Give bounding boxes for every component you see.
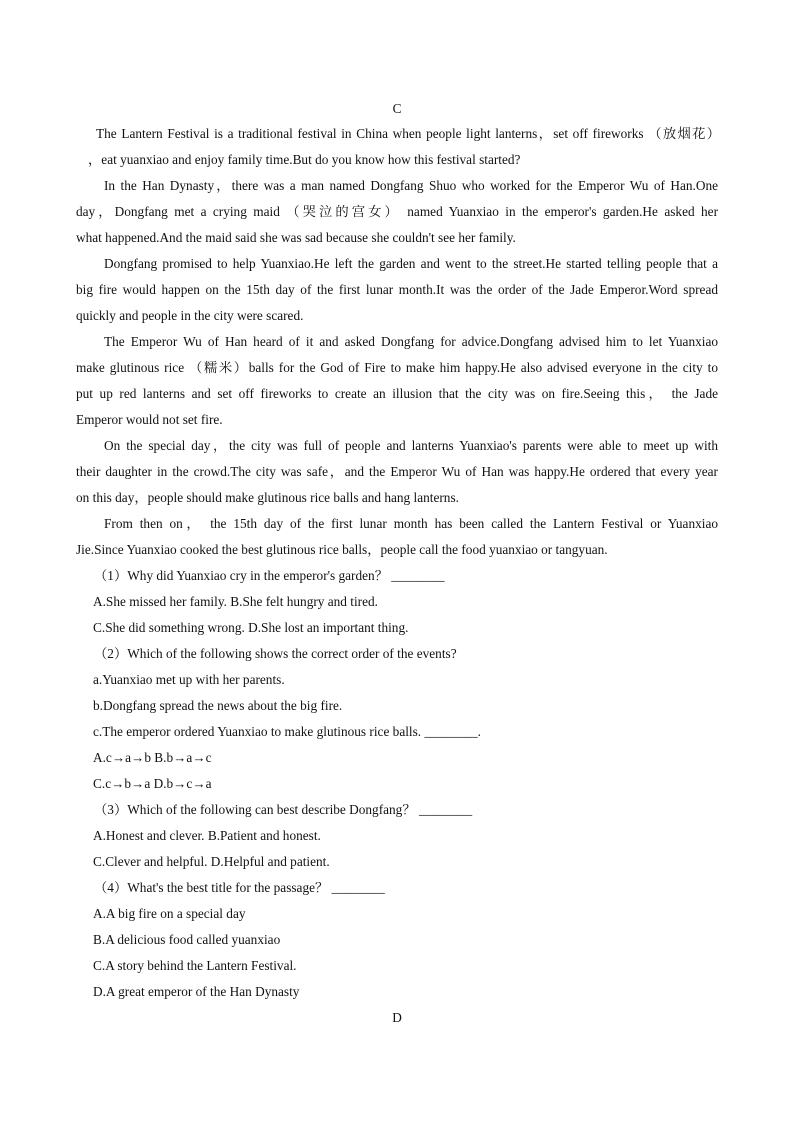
question-3-options: A.Honest and clever. B.Patient and honest. (93, 828, 321, 843)
passage-line: make glutinous rice （糯米）balls for the God of Fire to make him happy.He also advised everyone in the city to (76, 360, 718, 375)
event-a: a.Yuanxiao met up with her parents. (93, 672, 285, 687)
passage-line: big fire would happen on the 15th day of the first lunar month.It was the order of the Jade Emperor.Word spread (76, 282, 718, 297)
question-2-options: A.c→a→b B.b→a→c (93, 750, 212, 765)
passage-line: put up red lanterns and set off fireworks to create an illusion that the city was on fire.Seeing this， the Jade (76, 386, 718, 401)
question-4-option-a: A.A big fire on a special day (93, 906, 246, 921)
question-4-option-c: C.A story behind the Lantern Festival. (93, 958, 297, 973)
event-c: c.The emperor ordered Yuanxiao to make glutinous rice balls. ________. (93, 724, 481, 739)
passage-line: Emperor would not set fire. (76, 412, 223, 427)
question-2-options: C.c→b→a D.b→c→a (93, 776, 212, 791)
passage-line: The Emperor Wu of Han heard of it and asked Dongfang for advice.Dongfang advised him to let Yuanxiao (104, 334, 718, 349)
section-c-heading: C (392, 101, 402, 116)
passage-line: day，Dongfang met a crying maid （哭泣的宫女） named Yuanxiao in the emperor's garden.He asked her (76, 204, 718, 219)
passage-line: on this day，people should make glutinous rice balls and hang lanterns. (76, 490, 459, 505)
event-b: b.Dongfang spread the news about the big fire. (93, 698, 343, 713)
passage-line: In the Han Dynasty，there was a man named Dongfang Shuo who worked for the Emperor Wu of Han.One (104, 178, 718, 193)
question-2: （2）Which of the following shows the correct order of the events? (94, 646, 457, 661)
question-4-option-b: B.A delicious food called yuanxiao (93, 932, 281, 947)
passage-line: what happened.And the maid said she was sad because she couldn't see her family. (76, 230, 516, 245)
passage-line: The Lantern Festival is a traditional festival in China when people light lanterns，set off fireworks （放烟花） (96, 126, 720, 141)
passage-line: Jie.Since Yuanxiao cooked the best glutinous rice balls，people call the food yuanxiao or tangyuan. (76, 542, 608, 557)
passage-line: Dongfang promised to help Yuanxiao.He left the garden and went to the street.He started telling people that a (104, 256, 718, 271)
passage-line: From then on， the 15th day of the first lunar month has been called the Lantern Festival or Yuanxiao (104, 516, 718, 531)
passage-line: ，eat yuanxiao and enjoy family time.But do you know how this festival started? (88, 152, 521, 167)
passage-line: On the special day，the city was full of people and lanterns Yuanxiao's parents were able to meet up with (104, 438, 718, 453)
question-3-options: C.Clever and helpful. D.Helpful and patient. (93, 854, 330, 869)
question-4-option-d: D.A great emperor of the Han Dynasty (93, 984, 300, 999)
question-1-options: C.She did something wrong. D.She lost an important thing. (93, 620, 409, 635)
passage-line: quickly and people in the city were scared. (76, 308, 304, 323)
passage-line: their daughter in the crowd.The city was safe，and the Emperor Wu of Han was happy.He ordered that every year (76, 464, 718, 479)
question-1: （1）Why did Yuanxiao cry in the emperor's garden？ ________ (94, 568, 445, 583)
section-d-heading: D (392, 1010, 402, 1025)
question-4: （4）What's the best title for the passage？ ________ (94, 880, 385, 895)
question-3: （3）Which of the following can best describe Dongfang？ ________ (94, 802, 473, 817)
question-1-options: A.She missed her family. B.She felt hungry and tired. (93, 594, 378, 609)
